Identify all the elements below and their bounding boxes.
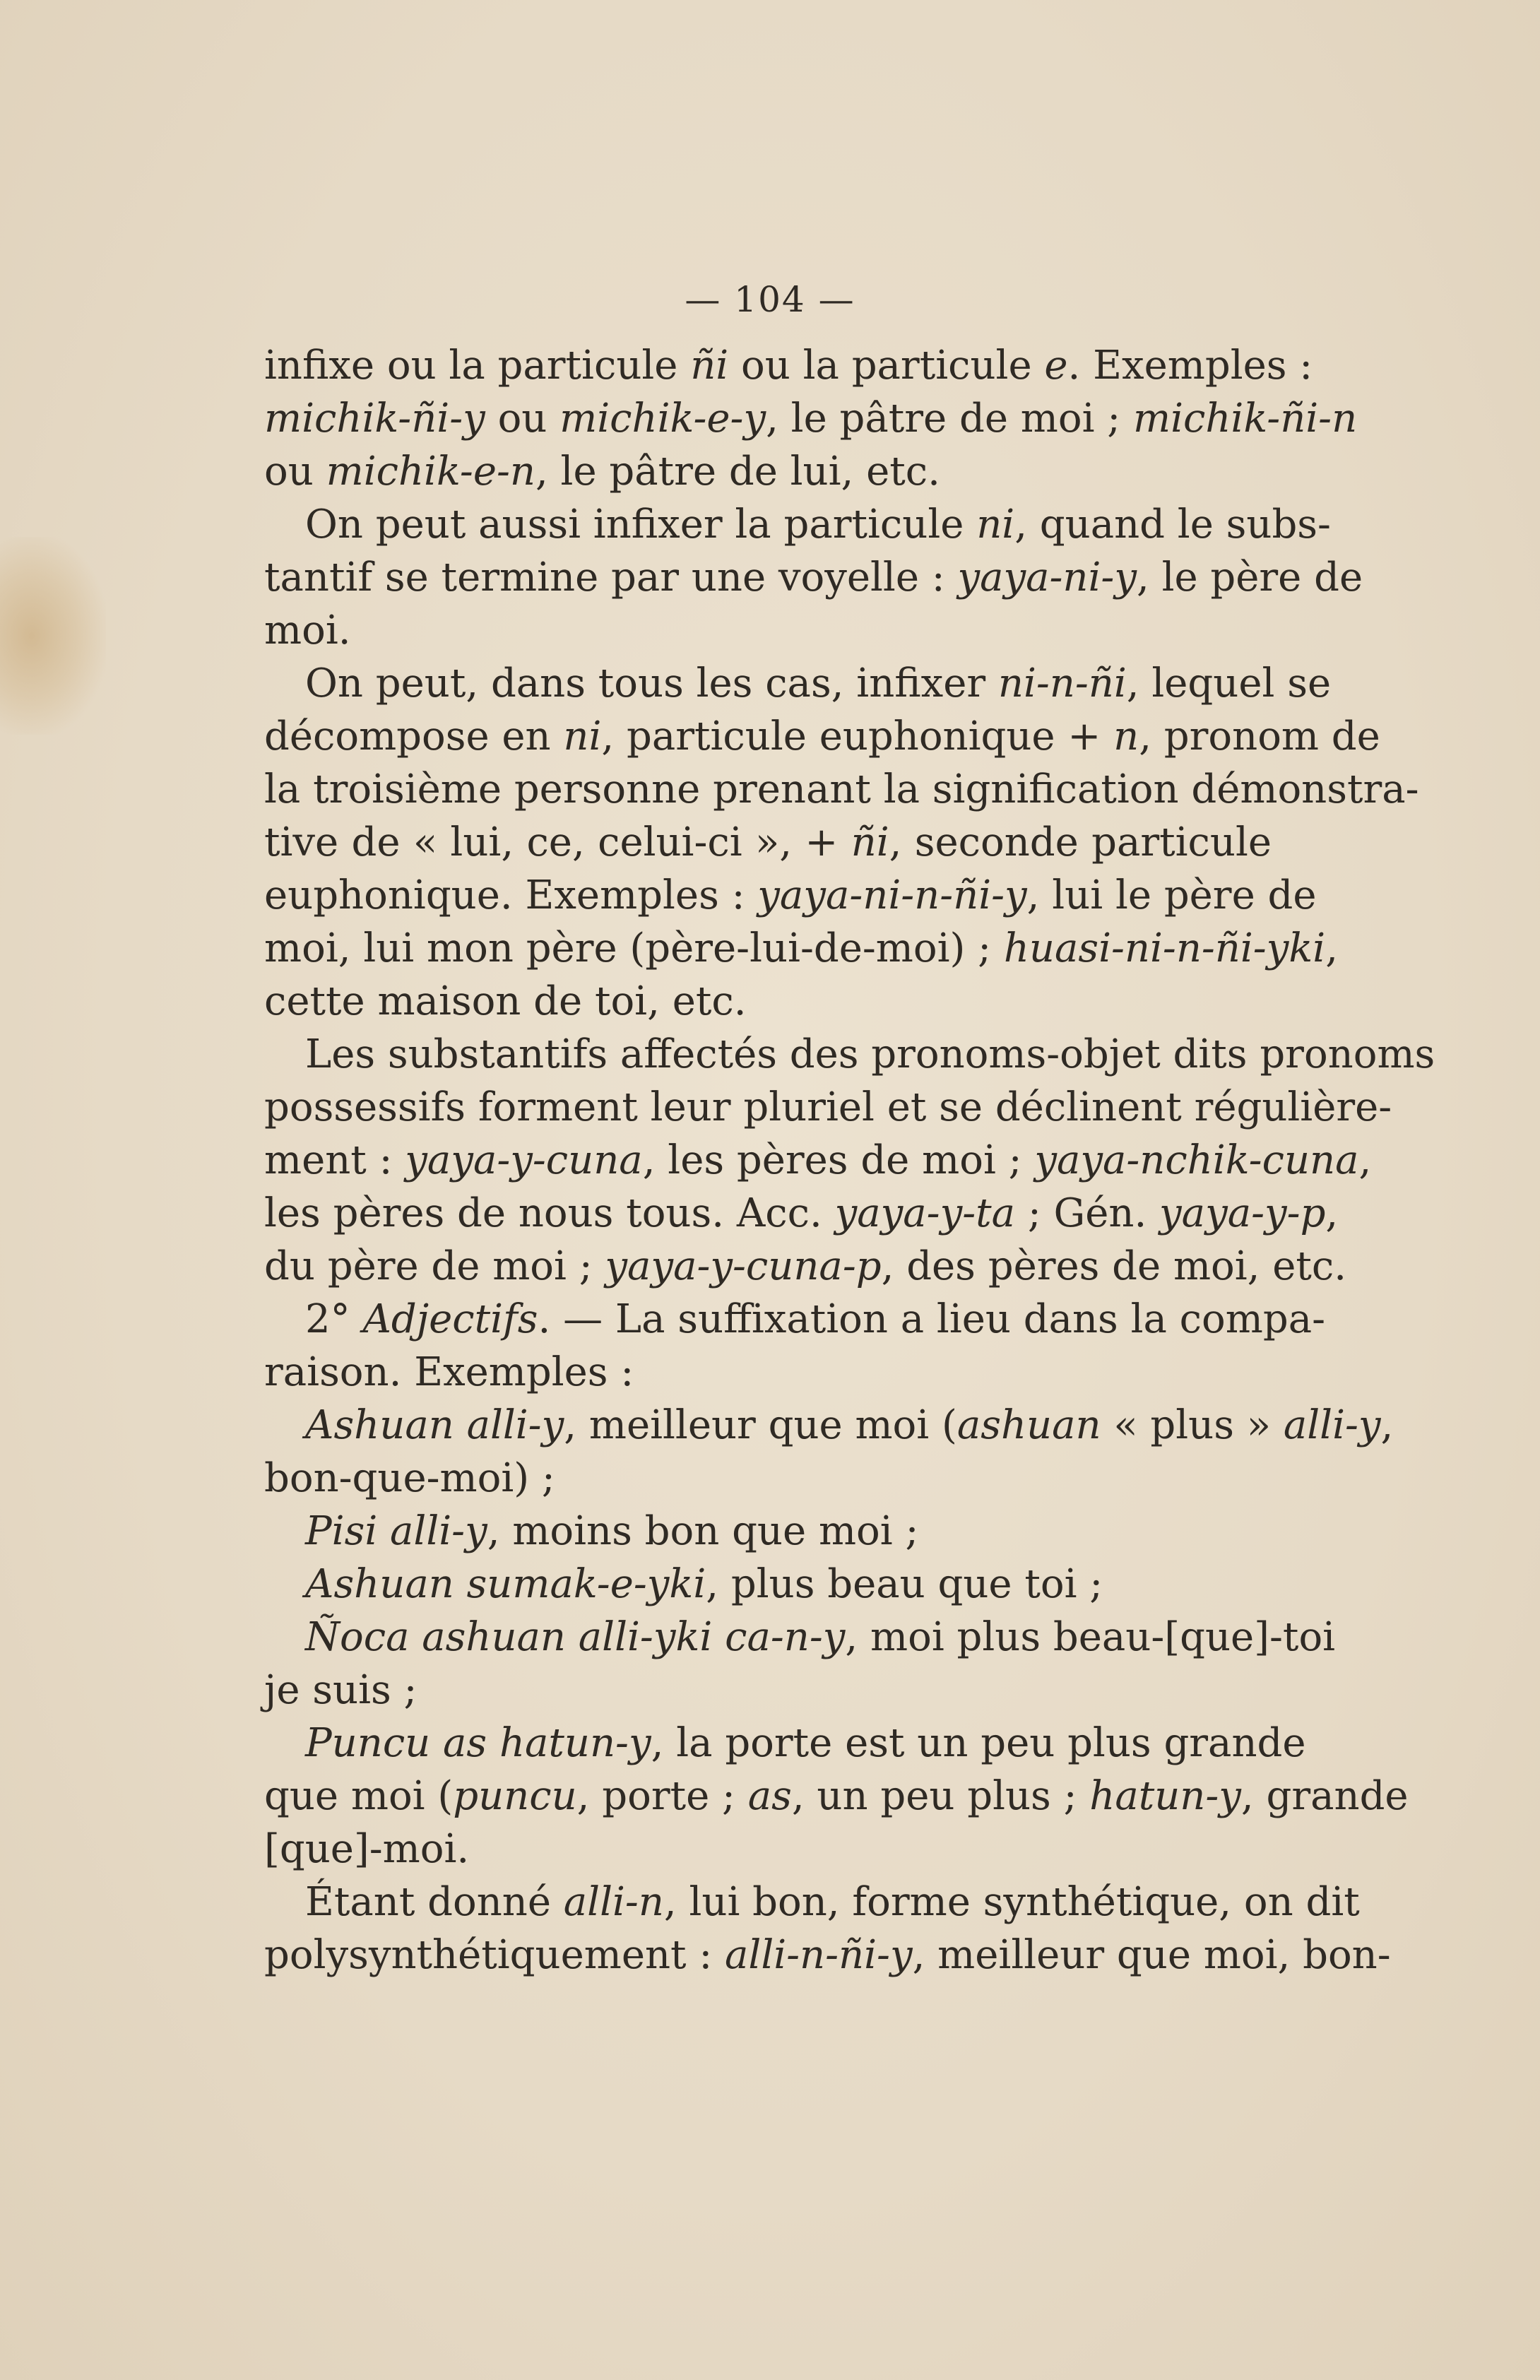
text-line: tive de « lui, ce, celui-ci », + ñi, seconde particule [264, 819, 1272, 865]
text-line: [que]-moi. [264, 1826, 470, 1872]
text-line: je suis ; [264, 1667, 417, 1713]
page-number: — 104 — [685, 279, 855, 320]
text-line: infixe ou la particule ñi ou la particule e. Exemples : [264, 343, 1313, 389]
text-line: décompose en ni, particule euphonique + n, pronom de [264, 714, 1380, 759]
text-line: bon-que-moi) ; [264, 1455, 555, 1501]
text-line: Ashuan alli-y, meilleur que moi (ashuan « plus » alli-y, [305, 1402, 1394, 1448]
text-line: ou michik-e-n, le pâtre de lui, etc. [264, 449, 940, 495]
text-line: ment : yaya-y-cuna, les pères de moi ; yaya-nchik-cuna, [264, 1137, 1372, 1183]
text-line: Pisi alli-y, moins bon que moi ; [305, 1508, 919, 1554]
text-line: possessifs forment leur pluriel et se déclinent régulière- [264, 1084, 1392, 1130]
text-line: cette maison de toi, etc. [264, 978, 747, 1024]
text-line: On peut, dans tous les cas, infixer ni-n-ñi, lequel se [305, 661, 1332, 706]
paper-stain [0, 537, 106, 735]
text-line: Puncu as hatun-y, la porte est un peu plus grande [305, 1720, 1306, 1766]
text-line: que moi (puncu, porte ; as, un peu plus ; hatun-y, grande [264, 1773, 1409, 1819]
text-line: moi, lui mon père (père-lui-de-moi) ; huasi-ni-n-ñi-yki, [264, 925, 1338, 971]
text-line: raison. Exemples : [264, 1349, 634, 1395]
text-line: euphonique. Exemples : yaya-ni-n-ñi-y, lui le père de [264, 872, 1317, 918]
text-line: Ashuan sumak-e-yki, plus beau que toi ; [305, 1561, 1103, 1607]
body-text [264, 339, 1435, 1982]
text-line: 2° Adjectifs. — La suffixation a lieu dans la compa- [305, 1296, 1326, 1342]
text-line: du père de moi ; yaya-y-cuna-p, des pères de moi, etc. [264, 1243, 1347, 1289]
text-line: polysynthétiquement : alli-n-ñi-y, meilleur que moi, bon- [264, 1932, 1391, 1978]
text-line: la troisième personne prenant la signification démonstra- [264, 766, 1419, 812]
text-line: tantif se termine par une voyelle : yaya-ni-y, le père de [264, 555, 1363, 600]
text-line: les pères de nous tous. Acc. yaya-y-ta ; Gén. yaya-y-p, [264, 1190, 1339, 1236]
text-line: michik-ñi-y ou michik-e-y, le pâtre de moi ; michik-ñi-n [264, 396, 1358, 442]
text-line: Ñoca ashuan alli-yki ca-n-y, moi plus beau-[que]-toi [305, 1614, 1336, 1660]
text-line: On peut aussi infixer la particule ni, quand le subs- [305, 502, 1331, 547]
text-line: Les substantifs affectés des pronoms-objet dits pronoms [305, 1031, 1435, 1077]
text-line: Étant donné alli-n, lui bon, forme synthétique, on dit [305, 1879, 1360, 1925]
text-line: moi. [264, 608, 351, 653]
